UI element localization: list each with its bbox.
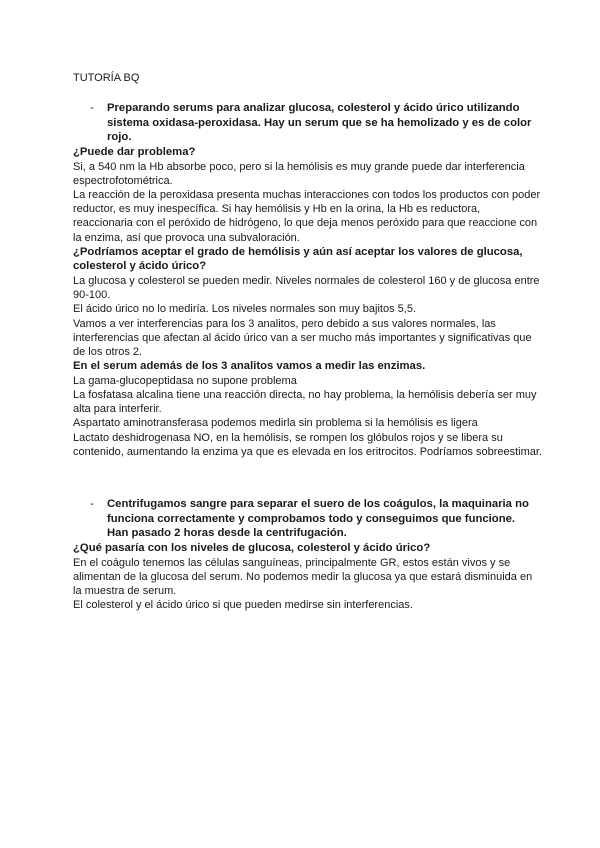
paragraph: Aspartato aminotransferasa podemos medirla sin problema si la hemólisis es ligera <box>73 417 478 430</box>
section-1-body <box>73 145 543 459</box>
bullet-item-1 <box>73 101 533 145</box>
paragraph: La fosfatasa alcalina tiene una reacción directa, no hay problema, la hemólisis debería ser muy alta para interferir. <box>73 389 537 416</box>
paragraph: En el coágulo tenemos las células sanguíneas, principalmente GR, estos están vivos y se alimentan de la glucosa del serum. No podemos medir la glucosa ya que estará disminuida en la muestra de serum. <box>73 556 533 597</box>
paragraph: Si, a 540 nm la Hb absorbe poco, pero si la hemólisis es muy grande puede dar interferencia espectrofotométrica. <box>73 160 525 187</box>
question-heading: En el serum además de los 3 analitos vamos a medir las enzimas. <box>73 360 426 373</box>
bullet-item-2 <box>73 497 533 541</box>
question-heading: ¿Podríamos aceptar el grado de hemólisis y aún así aceptar los valores de glucosa, colesterol y ácido úrico? <box>73 245 523 273</box>
bullet-text: Centrifugamos sangre para separar el suero de los coágulos, la maquinaria no funciona correctamente y comprobamos todo y conseguimos que funcione. Han pasado 2 horas desde la centrifugación. <box>107 498 529 540</box>
paragraph: El ácido úrico no lo mediría. Los niveles normales son muy bajitos 5,5. <box>73 303 417 316</box>
paragraph: Lactato deshidrogenasa NO, en la hemólisis, se rompen los glóbulos rojos y se libera su contenido, aumentando la enzima ya que es elevada en los eritrocitos. Podríamos sobreestimar. <box>73 431 542 458</box>
section-2-body <box>73 541 543 612</box>
paragraph: La reacción de la peroxidasa presenta muchas interacciones con todos los productos con poder reductor, es muy inespecífica. Si hay hemólisis y Hb en la orina, la Hb es reductora, reaccionaria con el peróxido de hidrógeno, lo que deja menos peróxido para que reaccione con la enzima, así que provoca una subvaloración. <box>73 189 541 244</box>
paragraph: Vamos a ver interferencias para los 3 analitos, pero debido a sus valores normales, las interferencias que afectan al ácido úrico van a ser mucho más importantes y significativas que de los otros 2. <box>73 317 532 359</box>
paragraph: La glucosa y colesterol se pueden medir. Niveles normales de colesterol 160 y de glucosa entre 90-100. <box>73 275 540 302</box>
bullet-text: Preparando serums para analizar glucosa, colesterol y ácido úrico utilizando sistema oxidasa-peroxidasa. Hay un serum que se ha hemolizado y es de color rojo. <box>107 102 532 144</box>
bullet-marker: - <box>90 498 94 510</box>
document-title: TUTORÍA BQ <box>73 72 140 84</box>
paragraph: El colesterol y el ácido úrico si que pueden medirse sin interferencias. <box>73 599 413 612</box>
question-heading: ¿Qué pasaría con los niveles de glucosa, colesterol y ácido úrico? <box>73 542 431 554</box>
paragraph: La gama-glucopeptidasa no supone problema <box>73 374 297 387</box>
bullet-marker: - <box>90 102 94 114</box>
question-heading: ¿Puede dar problema? <box>73 146 196 158</box>
